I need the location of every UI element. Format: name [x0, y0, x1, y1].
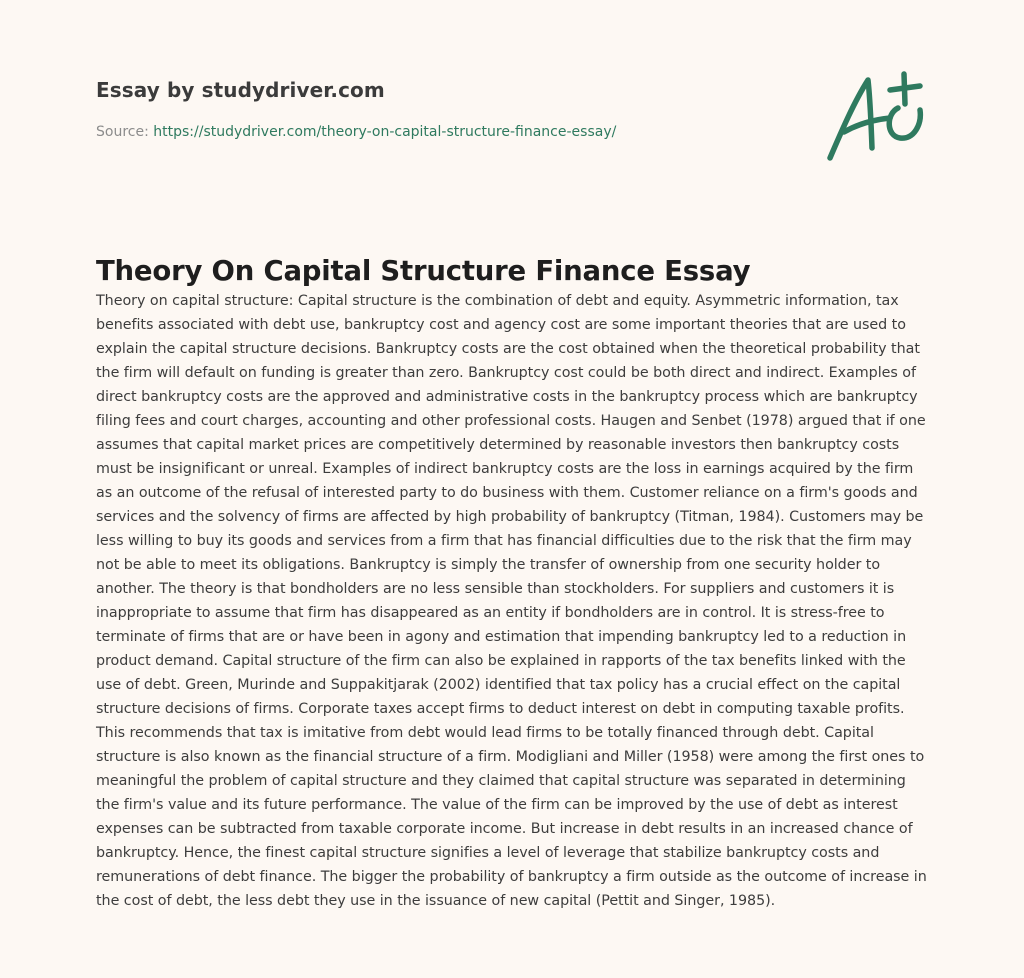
source-label: Source:: [96, 124, 149, 140]
site-title: Essay by studydriver.com: [96, 78, 385, 102]
page-header: [96, 78, 616, 140]
essay-title: Theory On Capital Structure Finance Essay: [96, 255, 751, 287]
source-link[interactable]: https://studydriver.com/theory-on-capital-structure-finance-essay/: [153, 124, 617, 140]
essay-body: Theory on capital structure: Capital structure is the combination of debt and equity. Asymmetric information, tax benefits associated with debt use, bankruptcy cost and agency cost are some important theories that are used to explain the capital structure decisions. Bankruptcy costs are the cost obtained when the theoretical probability that the firm will default on funding is greater than zero. Bankruptcy cost could be both direct and indirect. Examples of direct bankruptcy costs are the approved and administrative costs in the bankruptcy process which are bankruptcy filing fees and court charges, accounting and other professional costs. Haugen and Senbet (1978) argued that if one assumes that capital market prices are competitively determined by reasonable investors then bankruptcy costs must be insignificant or unreal. Examples of indirect bankruptcy costs are the loss in earnings acquired by the firm as an outcome of the refusal of interested party to do business with them. Customer reliance on a firm's goods and services and the solvency of firms are affected by high probability of bankruptcy (Titman, 1984). Customers may be less willing to buy its goods and services from a firm that has financial difficulties due to the risk that the firm may not be able to meet its obligations. Bankruptcy is simply the transfer of ownership from one security holder to another. The theory is that bondholders are no less sensible than stockholders. For suppliers and customers it is inappropriate to assume that firm has disappeared as an entity if bondholders are in control. It is stress-free to terminate of firms that are or have been in agony and estimation that impending bankruptcy led to a reduction in product demand. Capital structure of the firm can also be explained in rapports of the tax benefits linked with the use of debt. Green, Murinde and Suppakitjarak (2002) identified that tax policy has a crucial effect on the capital structure decisions of firms. Corporate taxes accept firms to deduct interest on debt in computing taxable profits. This recommends that tax is imitative from debt would lead firms to be totally financed through debt. Capital structure is also known as the financial structure of a firm. Modigliani and Miller (1958) were among the first ones to meaningful the problem of capital structure and they claimed that capital structure was separated in determining the firm's value and its future performance. The value of the firm can be improved by the use of debt as interest expenses can be subtracted from taxable corporate income. But increase in debt results in an increased chance of bankruptcy. Hence, the finest capital structure signifies a level of leverage that stabilize bankruptcy costs and remunerations of debt finance. The bigger the probability of bankruptcy a firm outside as the outcome of increase in the cost of debt, the less debt they use in the issuance of new capital (Pettit and Singer, 1985).: [96, 293, 927, 909]
a-plus-logo-icon: [820, 68, 932, 164]
source-line: [96, 124, 616, 140]
